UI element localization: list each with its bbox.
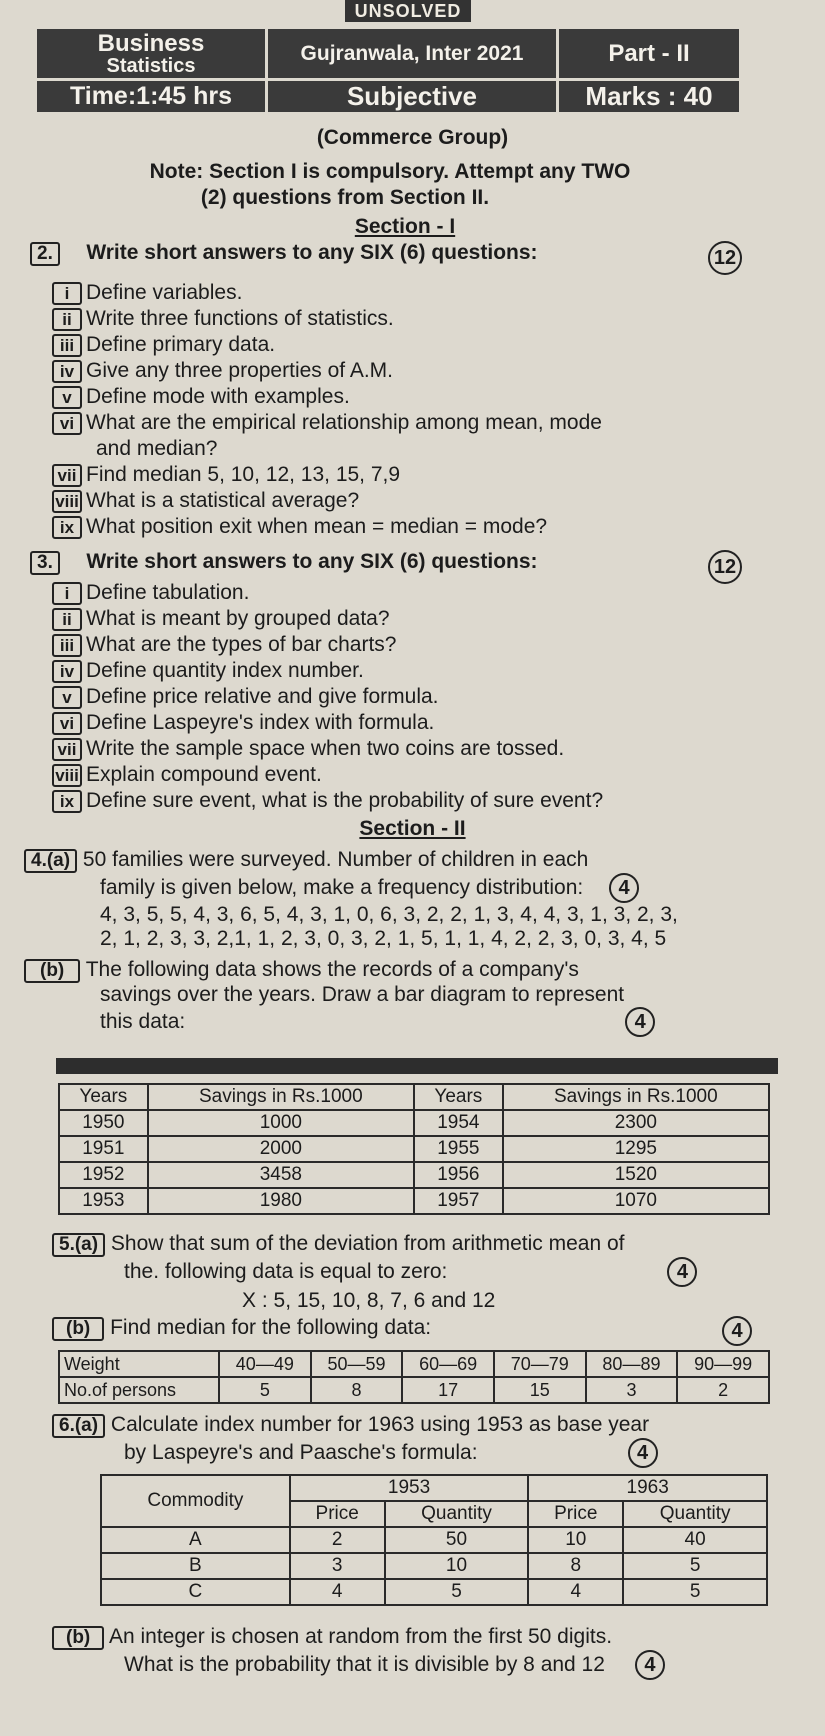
table-cell: 1520 [503,1162,769,1188]
table-cell: A [101,1527,290,1553]
subject-line2: Statistics [106,54,196,77]
q2-list [52,280,602,540]
roman-numeral: vii [52,464,82,487]
q3-item [52,658,603,684]
note-line1: Note: Section I is compulsory. Attempt any TWO [149,160,631,183]
time-cell: Time:1:45 hrs [36,80,267,114]
table-cell: 1295 [503,1136,769,1162]
q3-item [52,632,603,658]
table-cell: 3 [290,1553,385,1579]
q4b-marks: 4 [625,1007,655,1037]
table-cell: 60—69 [402,1351,494,1377]
q3-item [52,684,603,710]
question-text: Define variables. [86,281,243,304]
q3-item [52,736,603,762]
q2-item [52,514,602,540]
q2-item [52,410,602,436]
q2-item [52,358,602,384]
question-text: What are the empirical relationship among mean, mode [86,411,602,434]
table-cell: 80—89 [586,1351,678,1377]
table-cell: 1952 [59,1162,148,1188]
table-cell: 1953 [59,1188,148,1214]
q4a-line1: 50 families were surveyed. Number of children in each [82,848,589,871]
question-text: What is meant by grouped data? [86,607,390,630]
table-header-cell: Savings in Rs.1000 [503,1084,769,1110]
roman-numeral: i [52,282,82,305]
table-cell: 5 [623,1553,767,1579]
q5b-marks: 4 [722,1316,752,1346]
table-header-cell: Price [528,1501,623,1527]
table-cell: 2300 [503,1110,769,1136]
table-cell: 50 [385,1527,529,1553]
q6b-line2: What is the probability that it is divisible by 8 and 12 [124,1653,605,1676]
table-cell: 2000 [148,1136,414,1162]
table-header-row [101,1475,767,1501]
table-row [59,1136,769,1162]
section2-title: Section - II [359,817,466,840]
q2-item [52,488,602,514]
table-cell: 1980 [148,1188,414,1214]
table-cell: 10 [528,1527,623,1553]
question-text: What position exit when mean = median = mode? [86,515,548,538]
q2-item [52,332,602,358]
table-cell: 8 [528,1553,623,1579]
q3-list [52,580,603,814]
q4a-marks: 4 [609,873,639,903]
q2-item [52,462,602,488]
question-text: Define quantity index number. [86,659,364,682]
marks-cell: Marks : 40 [558,80,741,114]
table-cell: 40 [623,1527,767,1553]
table-cell: 2 [677,1377,769,1403]
table-cell: 1954 [414,1110,503,1136]
table-cell: 1070 [503,1188,769,1214]
question-text: Write three functions of statistics. [86,307,394,330]
q4b-label: (b) [24,959,80,983]
table-cell: 4 [290,1579,385,1605]
q5a-marks: 4 [667,1257,697,1287]
q5a-label: 5.(a) [52,1233,105,1257]
table-header-cell: Quantity [385,1501,529,1527]
q4b-block [24,958,764,1037]
q6a-line2: by Laspeyre's and Paasche's formula: [124,1441,478,1464]
question-text: Define sure event, what is the probability of sure event? [86,789,604,812]
page-divider-band [56,1058,778,1074]
question-text: Write the sample space when two coins are tossed. [86,737,565,760]
table-cell: 17 [402,1377,494,1403]
savings-table [58,1083,770,1215]
q3-text: Write short answers to any SIX (6) questions: [86,550,538,573]
subject-cell [36,28,267,80]
q4b-line2: savings over the years. Draw a bar diagram to represent [100,983,625,1006]
question-text: Define tabulation. [86,581,250,604]
q2-item [52,384,602,410]
q4a-label: 4.(a) [24,849,77,873]
question-text: What is a statistical average? [86,489,360,512]
table-cell: 1955 [414,1136,503,1162]
q2-number: 2. [30,242,60,266]
table-cell: 8 [311,1377,403,1403]
table-cell: 1957 [414,1188,503,1214]
q3-item [52,788,603,814]
q6a-marks: 4 [628,1438,658,1468]
q2-marks: 12 [708,241,742,275]
roman-numeral: viii [52,490,82,513]
q3-marks: 12 [708,550,742,584]
group-label: (Commerce Group) [316,126,509,149]
q6b-line1: An integer is chosen at random from the first 50 digits. [108,1625,613,1648]
q6a-block [52,1413,787,1468]
q3-item [52,580,603,606]
q4a-data1: 4, 3, 5, 5, 4, 3, 6, 5, 4, 3, 1, 0, 6, 3, 2, 2, 1, 3, 4, 4, 3, 1, 3, 2, 3, [100,903,678,926]
q3-heading [30,550,750,578]
table-cell: 10 [385,1553,529,1579]
table-cell: C [101,1579,290,1605]
table-cell: No.of persons [59,1377,219,1403]
roman-numeral: ii [52,608,82,631]
q5a-block [52,1232,782,1313]
roman-numeral: v [52,386,82,409]
table-cell: 1951 [59,1136,148,1162]
table-cell: 5 [623,1579,767,1605]
table-row [59,1162,769,1188]
roman-numeral: ix [52,790,82,813]
table-cell: 1950 [59,1110,148,1136]
exam-header [34,26,742,115]
table-cell: 3458 [148,1162,414,1188]
roman-numeral: v [52,686,82,709]
roman-numeral: iii [52,634,82,657]
roman-numeral: iv [52,660,82,683]
part-cell: Part - II [558,28,741,80]
table-header-cell: Years [59,1084,148,1110]
year-header: 1963 [528,1475,767,1501]
q2-heading [30,241,750,269]
table-cell: 90—99 [677,1351,769,1377]
q2-text: Write short answers to any SIX (6) questions: [86,241,538,264]
roman-numeral: ii [52,308,82,331]
table-row [59,1351,769,1377]
q5a-data: X : 5, 15, 10, 8, 7, 6 and 12 [242,1289,496,1312]
table-cell: 2 [290,1527,385,1553]
roman-numeral: vi [52,412,82,435]
q5a-line2: the. following data is equal to zero: [124,1260,448,1283]
table-cell: B [101,1553,290,1579]
table-cell: 1000 [148,1110,414,1136]
q6b-marks: 4 [635,1650,665,1680]
board-cell: Gujranwala, Inter 2021 [267,28,558,80]
table-row [59,1188,769,1214]
q5b-text: Find median for the following data: [110,1316,432,1339]
table-cell: 50—59 [311,1351,403,1377]
table-header-cell: Price [290,1501,385,1527]
table-cell: 3 [586,1377,678,1403]
q3-item [52,606,603,632]
table-cell: 4 [528,1579,623,1605]
question-text: Find median 5, 10, 12, 13, 15, 7,9 [86,463,401,486]
q4a-block [24,848,764,951]
roman-numeral: viii [52,764,82,787]
question-text: Give any three properties of A.M. [86,359,393,382]
roman-numeral: vi [52,712,82,735]
table-cell: Weight [59,1351,219,1377]
q5b-block [52,1316,782,1341]
type-cell: Subjective [267,80,558,114]
table-row [101,1579,767,1605]
table-header-row [59,1084,769,1110]
table-cell: 5 [219,1377,311,1403]
question-text: Define primary data. [86,333,276,356]
section1-title: Section - I [354,215,456,238]
q6a-label: 6.(a) [52,1414,105,1438]
table-row [101,1527,767,1553]
table-header-cell: Savings in Rs.1000 [148,1084,414,1110]
question-text: and median? [96,437,218,460]
note-line2: (2) questions from Section II. [200,186,490,209]
roman-numeral: ix [52,516,82,539]
commodity-table [100,1474,768,1606]
table-cell: 15 [494,1377,586,1403]
commodity-header: Commodity [101,1475,290,1527]
subject-line1: Business [97,29,205,57]
question-text: Define mode with examples. [86,385,350,408]
q3-item [52,762,603,788]
q3-item [52,710,603,736]
q6b-label: (b) [52,1626,104,1650]
question-text: Explain compound event. [86,763,322,786]
unsolved-banner: UNSOLVED [345,0,471,22]
roman-numeral: i [52,582,82,605]
q2-item [96,436,602,462]
table-header-cell: Years [414,1084,503,1110]
q3-number: 3. [30,551,60,575]
table-cell: 70—79 [494,1351,586,1377]
q2-item [52,306,602,332]
q4a-line2: family is given below, make a frequency distribution: [100,876,584,899]
roman-numeral: vii [52,738,82,761]
q5a-line1: Show that sum of the deviation from arithmetic mean of [110,1232,625,1255]
roman-numeral: iv [52,360,82,383]
table-row [101,1553,767,1579]
table-cell: 40—49 [219,1351,311,1377]
table-header-cell: Quantity [623,1501,767,1527]
table-row [59,1110,769,1136]
q6b-block [52,1625,787,1680]
roman-numeral: iii [52,334,82,357]
q4a-data2: 2, 1, 2, 3, 3, 2,1, 1, 2, 3, 0, 3, 2, 1, 5, 1, 1, 4, 2, 2, 3, 0, 3, 4, 5 [100,927,667,950]
question-text: What are the types of bar charts? [86,633,397,656]
table-row [59,1377,769,1403]
weight-table [58,1350,770,1404]
q4b-line3: this data: [100,1010,186,1033]
table-cell: 5 [385,1579,529,1605]
question-text: Define price relative and give formula. [86,685,439,708]
q5b-label: (b) [52,1317,104,1341]
year-header: 1953 [290,1475,529,1501]
q2-item [52,280,602,306]
question-text: Define Laspeyre's index with formula. [86,711,435,734]
q4b-line1: The following data shows the records of a company's [85,958,579,981]
q6a-line1: Calculate index number for 1963 using 1953 as base year [110,1413,650,1436]
table-cell: 1956 [414,1162,503,1188]
